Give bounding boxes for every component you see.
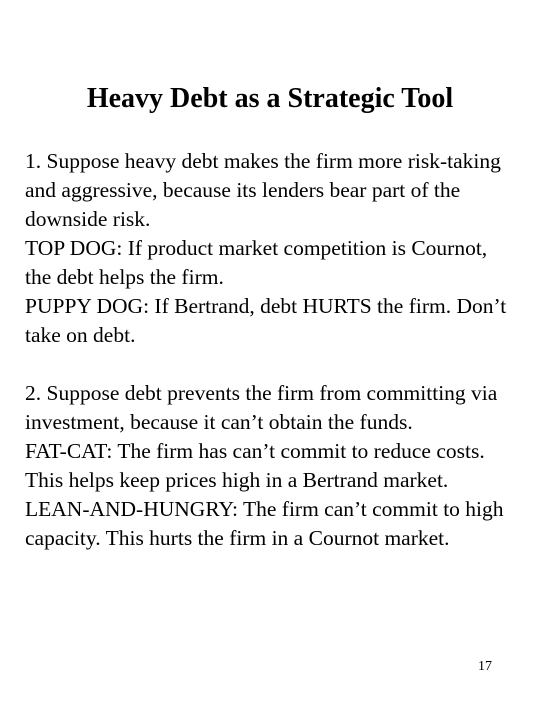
page-number: 17 bbox=[478, 659, 492, 674]
section-debt-risk-taking bbox=[25, 147, 515, 350]
paragraph-top-dog: TOP DOG: If product market competition is Cournot, the debt helps the firm. bbox=[25, 236, 488, 289]
section-debt-prevents-commitment bbox=[25, 379, 515, 553]
paragraph-puppy-dog: PUPPY DOG: If Bertrand, debt HURTS the firm. Don’t take on debt. bbox=[25, 294, 507, 347]
paragraph-lean-and-hungry: LEAN-AND-HUNGRY: The firm can’t commit to high capacity. This hurts the firm in a Cournot market. bbox=[25, 497, 504, 550]
paragraph-fat-cat: FAT-CAT: The firm has can’t commit to reduce costs. This helps keep prices high in a Bertrand market. bbox=[25, 439, 485, 492]
paragraph-commitment-premise: 2. Suppose debt prevents the firm from committing via investment, because it can’t obtain the funds. bbox=[25, 381, 498, 434]
slide-title: Heavy Debt as a Strategic Tool bbox=[86, 83, 454, 114]
paragraph-risk-taking-premise: 1. Suppose heavy debt makes the firm more risk-taking and aggressive, because its lenders bear part of the downside risk. bbox=[25, 149, 501, 231]
